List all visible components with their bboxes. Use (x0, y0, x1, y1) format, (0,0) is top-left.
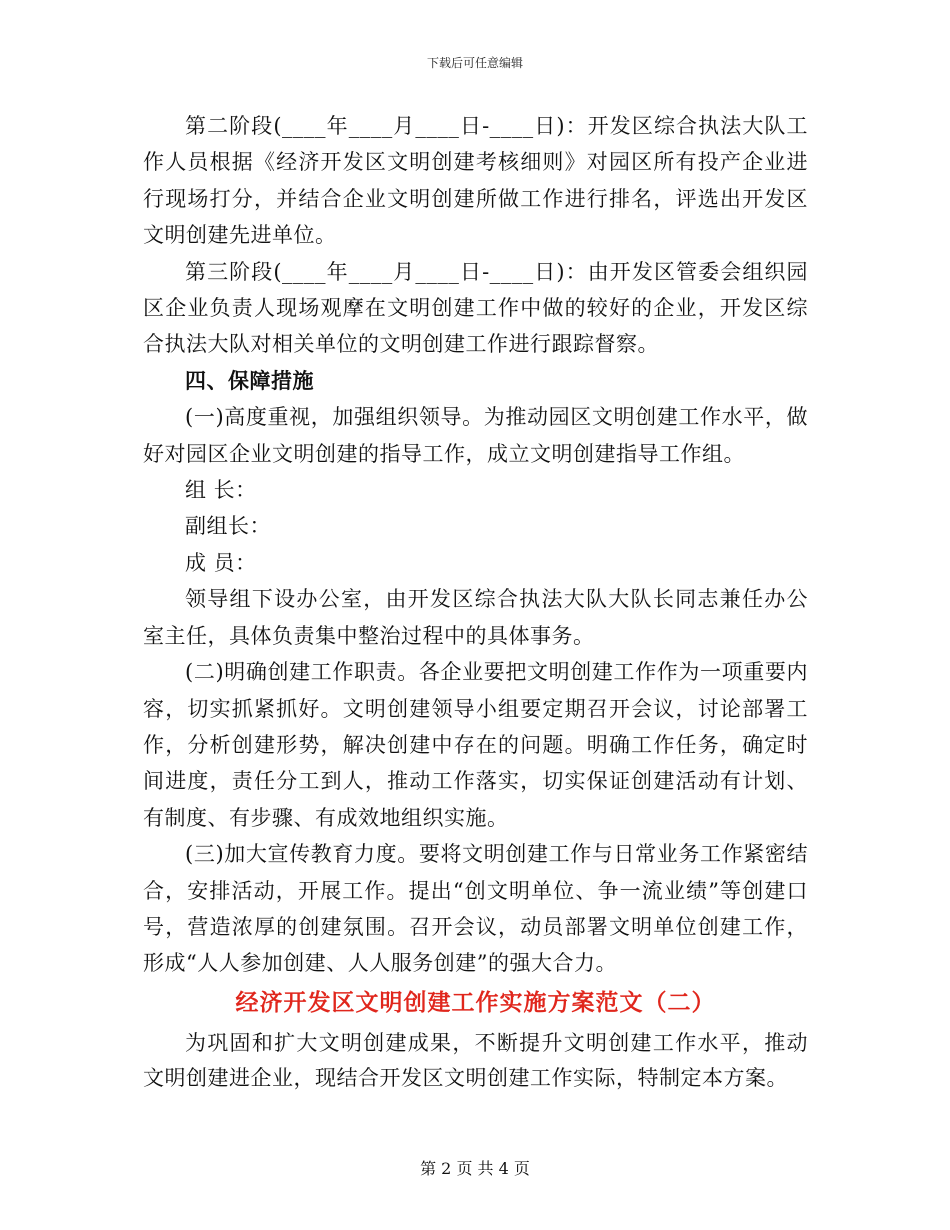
paragraph-publicity: (三)加大宣传教育力度。要将文明创建工作与日常业务工作紧密结合，安排活动，开展工作。提出“创文明单位、争一流业绩”等创建口号，营造浓厚的创建氛围。召开会议，动员部署文明单位创建工作，形成“人人参加创建、人人服务创建”的强大合力。 (143, 842, 808, 976)
page-footer: 第 2 页 共 4 页 (420, 1159, 530, 1178)
paragraph-stage-two: 第二阶段(____年____月____日-____日)：开发区综合执法大队工作人员根据《经济开发区文明创建考核细则》对园区所有投产企业进行现场打分，并结合企业文明创建所做工作进行排名，评选出开发区文明创建先进单位。 (143, 114, 808, 248)
page-header: 下载后可任意编辑 (426, 56, 523, 70)
paragraph-leadership: (一)高度重视，加强组织领导。为推动园区文明创建工作水平，做好对园区企业文明创建的指导工作，成立文明创建指导工作组。 (143, 405, 808, 466)
paragraph-office: 领导组下设办公室，由开发区综合执法大队大队长同志兼任办公室主任，具体负责集中整治过程中的具体事务。 (143, 587, 808, 648)
paragraph-intro-plan-two: 为巩固和扩大文明创建成果，不断提升文明创建工作水平，推动文明创建进企业，现结合开发区文明创建工作实际，特制定本方案。 (143, 1030, 808, 1091)
paragraph-group-leader: 组 长： (185, 478, 257, 503)
section-heading-safeguards: 四、保障措施 (185, 367, 314, 393)
paragraph-responsibilities: (二)明确创建工作职责。各企业要把文明创建工作作为一项重要内容，切实抓紧抓好。文明创建领导小组要定期召开会议，讨论部署工作，分析创建形势，解决创建中存在的问题。明确工作任务，确定时间进度，责任分工到人，推动工作落实，切实保证创建活动有计划、有制度、有步骤、有成效地组织实施。 (143, 660, 808, 830)
paragraph-stage-three: 第三阶段(____年____月____日-____日)：由开发区管委会组织园区企业负责人现场观摩在文明创建工作中做的较好的企业，开发区综合执法大队对相关单位的文明创建工作进行跟踪督察。 (143, 259, 808, 357)
document-body (143, 108, 808, 1097)
paragraph-members: 成 员： (185, 550, 257, 575)
section-title: 经济开发区文明创建工作实施方案范文（二） (235, 988, 716, 1016)
paragraph-deputy-leader: 副组长： (185, 514, 271, 539)
